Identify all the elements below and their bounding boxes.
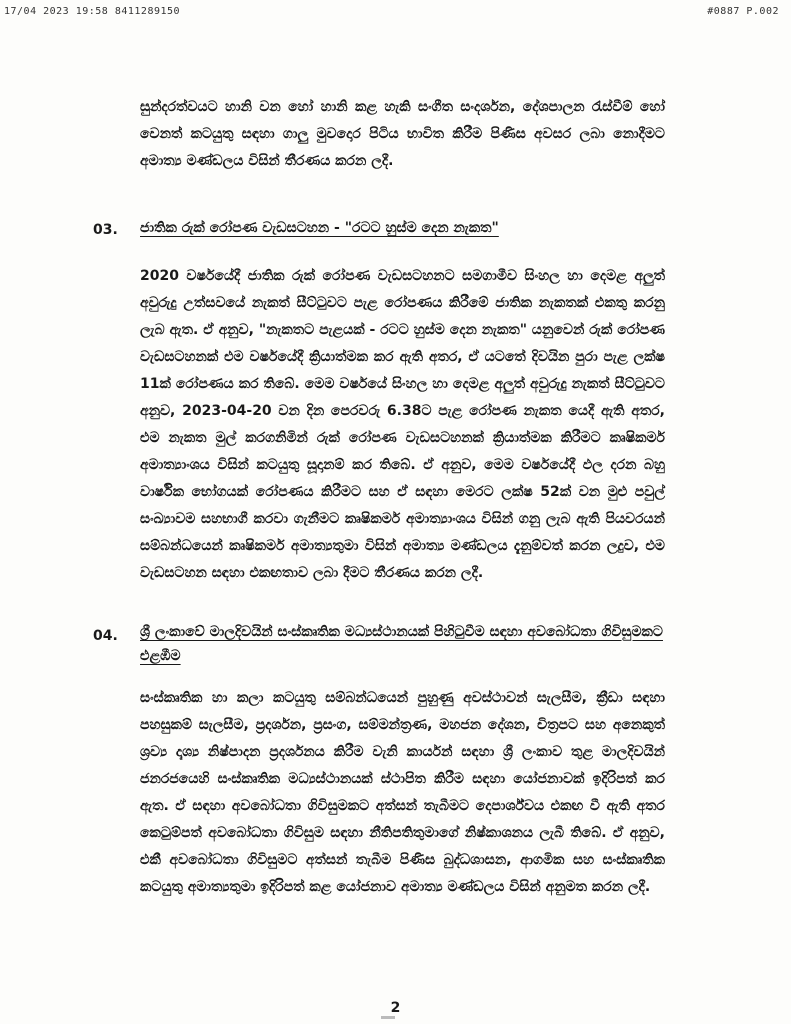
section-04-body: සංස්කෘතික හා කලා කටයුතු සම්බන්ධයෙන් පුහුණු අවස්ථාවන් සැලසීම, ක්‍රීඩා සඳහා පහසුකම් සැලසීම, ප්‍රදර්ශන, ප්‍රසංග, සම්මන්ත්‍රණ, මහජන දේශන, චිත්‍රපට සහ අනෙකුත් ශ්‍රව්‍ය දෘශ්‍ය නිෂ්පාදන ප්‍රදර්ශනය කිරීම වැනි කාර්යන් සඳහා ශ්‍රී ලංකාව තුළ මාලදිවයින් ජනරජයෙහි සංස්කෘතික මධ්‍යස්ථානයක් ස්ථාපිත කිරීම සඳහා යෝජනාවක් ඉදිරිපත් කර ඇත. ඒ සඳහා අවබෝධතා ගිවිසුමකට අත්සන් තැබීමට දෙපාර්ශ්වය එකඟ වී ඇති අතර කෙටුම්පත් අවබෝධතා ගිවිසුම සඳහා නීතිපතිතුමාගේ නිෂ්කාශනය ලැබී තිබේ. ඒ අනුව, එකී අවබෝධතා ගිවිසුමට අත්සන් තැබීම පිණිස බුද්ධශාසන, ආගමික සහ සංස්කෘතික කටයුතු අමාත්‍යතුමා ඉදිරිපත් කළ යෝජනාව අමාත්‍ය මණ්ඩලය විසින් අනුමත කරන ලදී.	[140, 690, 665, 895]
fax-header	[0, 6, 791, 20]
section-04-title	[140, 620, 665, 668]
scan-artifact	[381, 1016, 395, 1019]
section-04-number: 04.	[93, 628, 118, 644]
section-04-title-text: ශ්‍රී ලංකාවේ මාලදිවයින් සංස්කෘතික මධ්‍යස්ථානයක් පිහිටුවීම සඳහා අවබෝධතා ගිවිසුමකට එළඹීම	[140, 624, 663, 664]
section-03-body: 2020 වර්ෂයේදී ජාතික රුක් රෝපණ වැඩසටහනට සමගාමීව සිංහල හා දෙමළ අලුත් අවුරුදු උත්සවයේ නැකත් සීට්ටුවට පැළ රෝපණය කිරීමේ ජාතික නැකතක් එකතු කරනු ලැබ ඇත. ඒ අනුව, "නැකතට පැළයක් - රටට හුස්ම දෙන නැකත" යනුවෙන් රුක් රෝපණ වැඩසටහනක් එම වර්ෂයේදී ක්‍රියාත්මක කර ඇති අතර, ඒ යටතේ දිවයින පුරා පැළ ලක්ෂ 11ක් රෝපණය කර තිබේ. මෙම වර්ෂයේ සිංහල හා දෙමළ අලුත් අවුරුදු නැකත් සීට්ටුවට අනුව, 2023-04-20 වන දින පෙරවරු 6.38ට පැළ රෝපණ නැකත යෙදී ඇති අතර, එම නැකත මුල් කරගනිමින් රුක් රෝපණ වැඩසටහනක් ක්‍රියාත්මක කිරීමට කෘෂිකර්ම අමාත්‍යාංශය විසින් කටයුතු සූදානම් කර තිබේ. ඒ අනුව, මෙම වර්ෂයේදී ඵල දරන බහු වාර්ෂික භෝගයක් රෝපණය කිරීමට සහ ඒ සඳහා මෙරට ලක්ෂ 52ක් වන මුළු පවුල් සංඛ්‍යාවම සහභාගී කරවා ගැනීමට කෘෂිකර්ම අමාත්‍යාංශය විසින් ගනු ලැබ ඇති පියවරයන් සම්බන්ධයෙන් කෘෂිකර්ම අමාත්‍යතුමා විසින් අමාත්‍ය මණ්ඩලය දැනුම්වත් කරන ලදුව, එම වැඩසටහන සඳහා එකඟතාව ලබා දීමට තීරණය කරන ලදී.	[140, 268, 665, 581]
page-number: 2	[390, 1000, 401, 1016]
section-03-title-text: ජාතික රුක් රෝපණ වැඩසටහන - "රටට හුස්ම දෙන නැකත"	[140, 220, 499, 236]
section-03-number: 03.	[93, 222, 118, 238]
fax-header-timestamp: 17/04 2023 19:58 8411289150	[4, 6, 181, 17]
fax-header-page-ref: #0887 P.002	[707, 6, 779, 17]
continuation-paragraph: සුන්දරත්වයට හානි වන හෝ හානි කළ හැකි සංගීත සංදර්ශන, දේශපාලන රැස්වීම් හෝ වෙනත් කටයුතු සඳහා ගාලු මුවදොර පිටිය භාවිත කිරීම පිණිස අවසර ලබා නොදීමට අමාත්‍ය මණ්ඩලය විසින් තීරණය කරන ලදී.	[140, 99, 665, 169]
section-03-title	[140, 216, 665, 240]
